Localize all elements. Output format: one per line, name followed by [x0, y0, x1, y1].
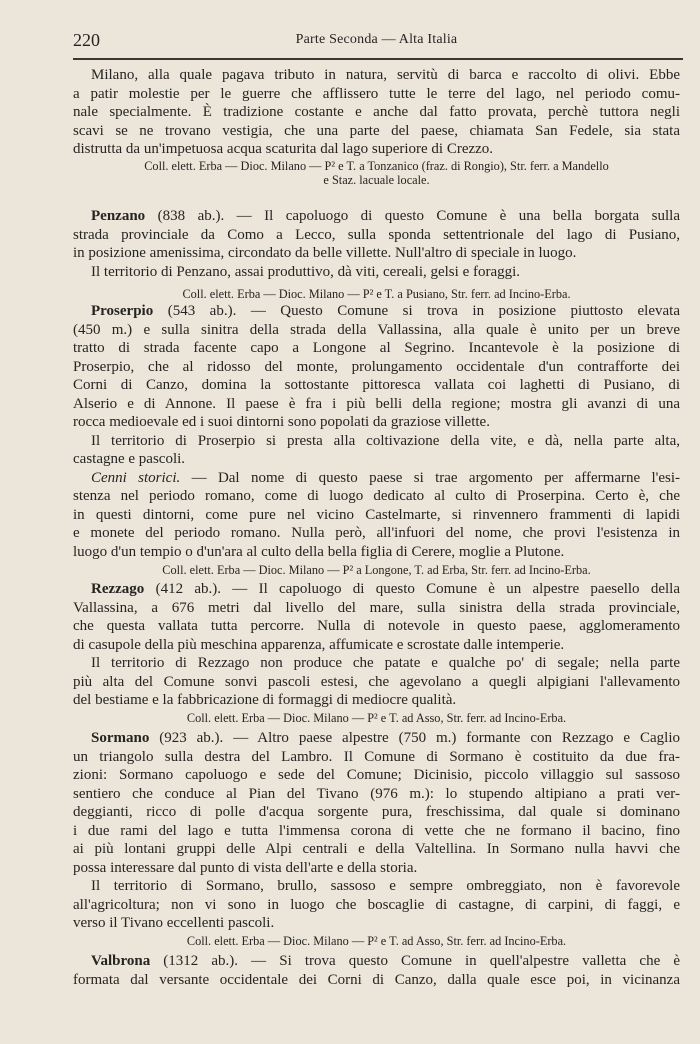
paragraph — [73, 207, 680, 263]
text-line: tratto di strada facente capo a Longone al Segrino. Incantevole è la posizione di — [73, 340, 680, 356]
text-line: (450 m.) e sulla sinitra della strada della Vallassina, alla quale è unito per un breve — [73, 321, 680, 338]
text-line: Coll. elett. Erba — Dioc. Milano — P² e T. ad Asso, Str. ferr. ad Incino-Erba. — [186, 934, 567, 948]
text-line: Milano, alla quale pagava tributo in natura, servitù di barca e raccolto di olivi. Ebbe — [91, 67, 680, 83]
postal-info — [73, 711, 680, 725]
text-line: Il territorio di Sormano, brullo, sassoso e sempre ombreggiato, non è favorevole — [91, 878, 680, 894]
text-line: luogo d'un tempio o d'un'ara al culto della bella figlia di Cerere, moglie a Plutone. — [73, 543, 565, 560]
section-label: Cenni storici. — [91, 469, 181, 486]
text-line — [73, 952, 680, 971]
entry-name: Proserpio — [91, 303, 154, 319]
text-run: (543 ab.). — Questo Comune si trova in posizione piuttosto elevata — [153, 303, 680, 319]
text-line: distrutta da un'impetuosa acqua scaturita dal lago superiore di Crezzo. — [73, 141, 494, 157]
paragraph — [73, 302, 680, 432]
entry-name: Penzano — [91, 208, 146, 224]
text-line: in posizione amenissima, circondato da belle villette. Null'altro di speciale in luogo. — [73, 245, 577, 261]
text-line: formata dal versante occidentale dei Corni di Canzo, dalla quale esce poi, in vicinanza — [73, 971, 680, 988]
page-number: 220 — [73, 30, 100, 50]
text-line: Coll. elett. Erba — Dioc. Milano — P² e T. a Pusiano, Str. ferr. ad Incino-Erba. — [182, 287, 571, 301]
text-run: (1312 ab.). — Si trova questo Comune in quell'alpestre valletta che è — [150, 953, 680, 969]
text-line: verso il Tivano eccellenti pascoli. — [73, 915, 275, 931]
paragraph — [73, 729, 680, 877]
text-line: Il territorio di Rezzago non produce che patate e qualche po' di segale; nella parte — [91, 655, 680, 671]
text-line — [73, 729, 680, 748]
paragraph — [73, 469, 680, 562]
paragraph — [73, 432, 680, 469]
entry-name: Valbrona — [91, 953, 151, 969]
text-line: a patir molestie per le guerre che afflissero tutte le terre del lago, nel periodo comu- — [73, 85, 680, 102]
text-run: (923 ab.). — Altro paese alpestre (750 m.) formante con Rezzago e Caglio — [149, 730, 680, 746]
text-line: Coll. elett. Erba — Dioc. Milano — P² e T. ad Asso, Str. ferr. ad Incino-Erba. — [186, 711, 567, 725]
text-line: Il territorio di Penzano, assai produttivo, dà viti, cereali, gelsi e foraggi. — [91, 263, 521, 280]
text-line: più alta del Comune sonvi pascoli estesi, che agevolano a quegli alpigiani l'allevamento — [73, 673, 680, 690]
text-line: i due rami del lago e tutta l'immensa corona di vette che ne formano il bacino, fino — [73, 822, 680, 839]
text-line: ai più lontani gruppi delle Alpi centrali e della Valtellina. In Sormano nulla havvi che — [73, 841, 680, 857]
text-line: Proserpio, che al ridosso del monte, prolungamento occidentale d'un contrafforte dei — [73, 358, 680, 375]
text-line: scavi se ne trovano vestigia, che una parte del paese, chiamata San Fedele, sia stata — [73, 122, 680, 139]
text-line: rocca medioevale ed i suoi dintorni sono popolati da graziose villette. — [73, 414, 490, 430]
text-line — [73, 302, 680, 321]
text-line: Corni di Canzo, domina la sottostante pittoresca vallata coi laghetti di Pusiano, di — [73, 377, 680, 393]
paragraph — [73, 952, 680, 989]
paragraph — [73, 654, 680, 710]
postal-info — [73, 159, 680, 187]
text-line: strada provinciale da Como a Lecco, sulla sponda settentrionale del lago di Pusiano, — [73, 226, 680, 243]
text-line: Il territorio di Proserpio si presta alla coltivazione della vite, e dà, nella parte alta, — [91, 432, 680, 449]
text-line: sentiero che conduce al Pian del Tivano (976 m.): lo stupendo altipiano a prati ver- — [73, 785, 680, 802]
text-line: e Staz. lacuale locale. — [323, 173, 430, 187]
text-line: Coll. elett. Erba — Dioc. Milano — P² a Longone, T. ad Erba, Str. ferr. ad Incino-Erba. — [162, 563, 591, 577]
text-line: possa interessare dal punto di vista dell'arte e della storia. — [73, 859, 418, 876]
postal-info — [73, 563, 680, 577]
text-line: castagne e pascoli. — [73, 451, 186, 467]
text-line: e monete del periodo romano. Nulla però, all'infuori del nome, che provi l'esistenza in — [73, 525, 680, 541]
text-line: un triangolo sulla destra del Lambro. Il Comune di Sormano è costituito da due fra- — [73, 748, 680, 765]
text-line: Alserio e di Annone. Il paese è fra i più belli della regione; mostra gli avanzi di una — [73, 395, 680, 412]
text-line: zioni: Sormano capoluogo e sede del Comune; Dicinisio, piccolo villaggio sul sassoso — [73, 767, 680, 783]
text-line: stenza nel periodo romano, come di luogo dedicato al culto di Proserpina. Certo è, che — [73, 488, 680, 504]
text-line — [73, 580, 680, 599]
text-line: in questi dintorni, come pure nel vicino Castelmarte, si rinvennero frammenti di lapidi — [73, 506, 680, 523]
text-run: (838 ab.). — Il capoluogo di questo Comune è una bella borgata sulla — [145, 208, 680, 224]
paragraph — [73, 580, 680, 654]
paragraph — [73, 877, 680, 933]
text-line: Vallassina, a 676 metri dal livello del mare, sulla sinistra della strada provinciale, — [73, 599, 680, 616]
entry-name: Sormano — [91, 730, 150, 746]
header-rule — [73, 58, 683, 60]
paragraph — [73, 263, 680, 282]
text-line: di casupole della più meschina apparenza, affumicate e scrostate dalle intemperie. — [73, 636, 565, 653]
text-line: nale specialmente. È tradizione costante e anche dal fatto provata, perchè tuttora negli — [73, 104, 680, 120]
text-line: del bestiame e la fabbricazione di formaggi di mediocre qualità. — [73, 692, 457, 708]
postal-info — [73, 287, 680, 301]
text-line: all'agricoltura; non vi sono in luogo che boscaglie di castagne, di carpini, di faggi, e — [73, 896, 680, 913]
text-line: deggianti, ricco di polle d'acqua sorgente pura, freschissima, dal quale si dominano — [73, 804, 680, 820]
text-run: — Dal nome di questo paese si trae argomento per affermarne l'esi- — [180, 469, 681, 486]
text-line — [73, 469, 680, 488]
text-line — [73, 207, 680, 226]
text-line: Coll. elett. Erba — Dioc. Milano — P² e T. a Tonzanico (fraz. di Rongio), Str. ferr. a Mandello — [144, 159, 609, 173]
entry-name: Rezzago — [91, 581, 145, 597]
text-line: che questa vallata tutta percorre. Nulla di notevole in questo paese, agglomeramento — [73, 618, 680, 634]
paragraph — [73, 66, 680, 159]
postal-info — [73, 934, 680, 948]
running-title: Parte Seconda — Alta Italia — [295, 32, 458, 47]
text-run: (412 ab.). — Il capoluogo di questo Comune è un alpestre paesello della — [144, 581, 680, 597]
